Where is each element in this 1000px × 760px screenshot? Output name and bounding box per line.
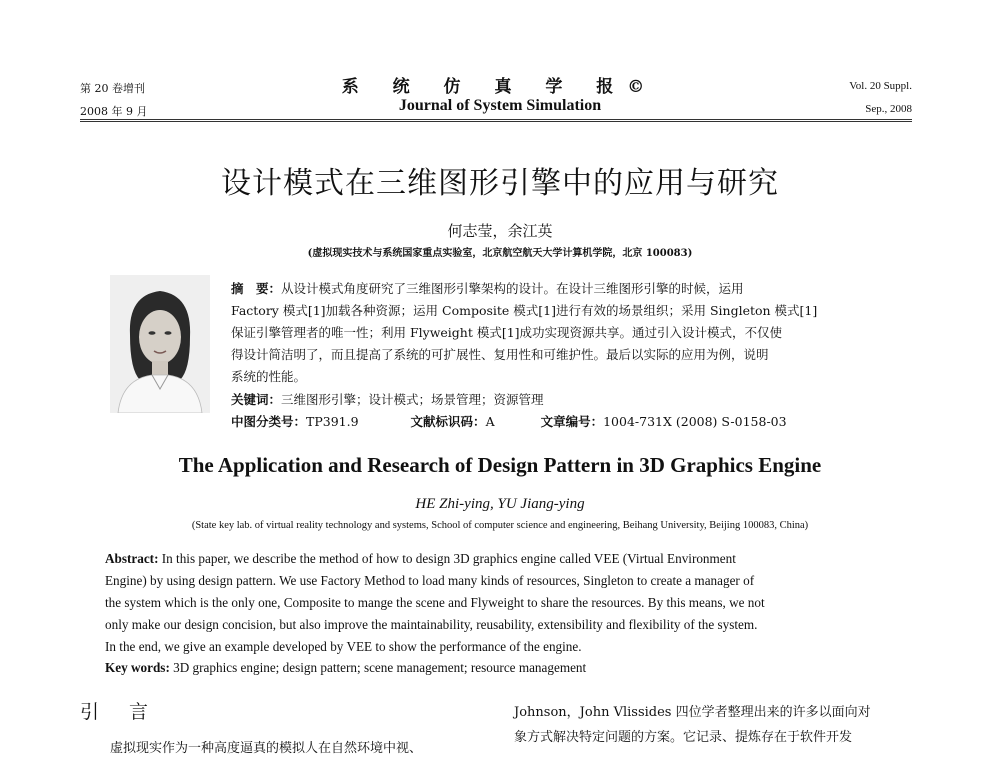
abstract-cn-line-3: 保证引擎管理者的唯一性；利用 Flyweight 模式[1]成功实现资源共享。通过引入设计模式，不仅使: [231, 325, 783, 340]
article-title-en: The Application and Research of Design Pattern in 3D Graphics Engine: [178, 453, 822, 477]
body-left-line-1: 虚拟现实作为一种高度逼真的模拟人在自然环境中视、: [110, 741, 423, 756]
article-number-label: 文章编号：: [540, 414, 604, 429]
article-number-value: 1004-731X (2008) S-0158-03: [603, 414, 787, 429]
body-right-line-2: 象方式解决特定问题的方案。它记录、提炼存在于软件开发: [514, 730, 853, 745]
abstract-cn-text-1: 从设计模式角度研究了三维图形引擎架构的设计。在设计三维图形引擎的时候，运用: [281, 281, 744, 296]
abstract-en-text-1: In this paper, we describe the method of how to design 3D graphics engine called VEE (Virtual Environment: [161, 551, 736, 566]
authors-en: HE Zhi-ying, YU Jiang-ying: [415, 496, 585, 512]
clc-value: TP391.9: [306, 414, 359, 429]
abstract-en-line-5: In the end, we give an example developed by VEE to show the performance of the engine.: [105, 639, 582, 654]
author-photo: [110, 275, 210, 413]
classification-line: [231, 412, 787, 430]
article-title-cn: 设计模式在三维图形引擎中的应用与研究: [221, 166, 779, 201]
keywords-cn: [231, 390, 544, 408]
volume-cn: 第 20 卷增刊: [80, 82, 145, 95]
doc-code-value: A: [485, 414, 495, 429]
abstract-cn-line-4: 得设计简洁明了，而且提高了系统的可扩展性、复用性和可维护性。最后以实际的应用为例，说明: [231, 347, 769, 362]
author-portrait-image: [110, 275, 210, 413]
abstract-en-line-1: [105, 551, 736, 567]
volume-en: Vol. 20 Suppl.: [849, 80, 912, 92]
authors-cn: 何志莹，余江英: [447, 222, 553, 240]
abstract-en-line-2: Engine) by using design pattern. We use Factory Method to load many kinds of resources, Singleton to create a manager of: [105, 573, 755, 588]
body-right-line-1: Johnson，John Vlissides 四位学者整理出来的许多以面向对: [514, 705, 871, 720]
doc-code-label: 文献标识码：: [410, 414, 486, 429]
abstract-cn-line-2: Factory 模式[1]加载各种资源；运用 Composite 模式[1]进行有效的场景组织；采用 Singleton 模式[1]: [231, 303, 818, 318]
keywords-cn-label: 关键词：: [231, 392, 282, 407]
abstract-cn-line-1: [231, 279, 744, 297]
date-cn: 2008 年 9 月: [80, 105, 148, 118]
keywords-en: [105, 660, 586, 676]
clc-label: 中图分类号：: [231, 414, 307, 429]
keywords-en-value: 3D graphics engine; design pattern; scene management; resource management: [173, 660, 587, 675]
abstract-en-line-3: the system which is the only one, Composite to mange the scene and Flyweight to share the resources. By this means, we not: [105, 595, 765, 610]
abstract-en-label: Abstract:: [105, 551, 159, 566]
header-rule-2: [80, 121, 912, 122]
journal-title-cn: 系 统 仿 真 学 报©: [341, 77, 659, 97]
intro-heading: 引 言: [80, 701, 161, 723]
date-en: Sep., 2008: [865, 103, 912, 115]
abstract-en-line-4: only make our design concision, but also improve the maintainability, reusability, extensibility and flexibility of the system.: [105, 617, 758, 632]
abstract-cn-line-5: 系统的性能。: [231, 369, 307, 384]
affiliation-en: (State key lab. of virtual reality technology and systems, School of computer science and engineering, Beihang University, Beijing 100083, China): [191, 520, 809, 531]
keywords-cn-value: 三维图形引擎；设计模式；场景管理；资源管理: [281, 392, 544, 407]
affiliation-cn: (虚拟现实技术与系统国家重点实验室，北京航空航天大学计算机学院，北京 100083): [307, 248, 693, 259]
abstract-cn-label: 摘 要：: [231, 281, 282, 296]
header-rule: [80, 119, 912, 120]
journal-title-en: Journal of System Simulation: [398, 97, 602, 114]
keywords-en-label: Key words:: [105, 660, 170, 675]
